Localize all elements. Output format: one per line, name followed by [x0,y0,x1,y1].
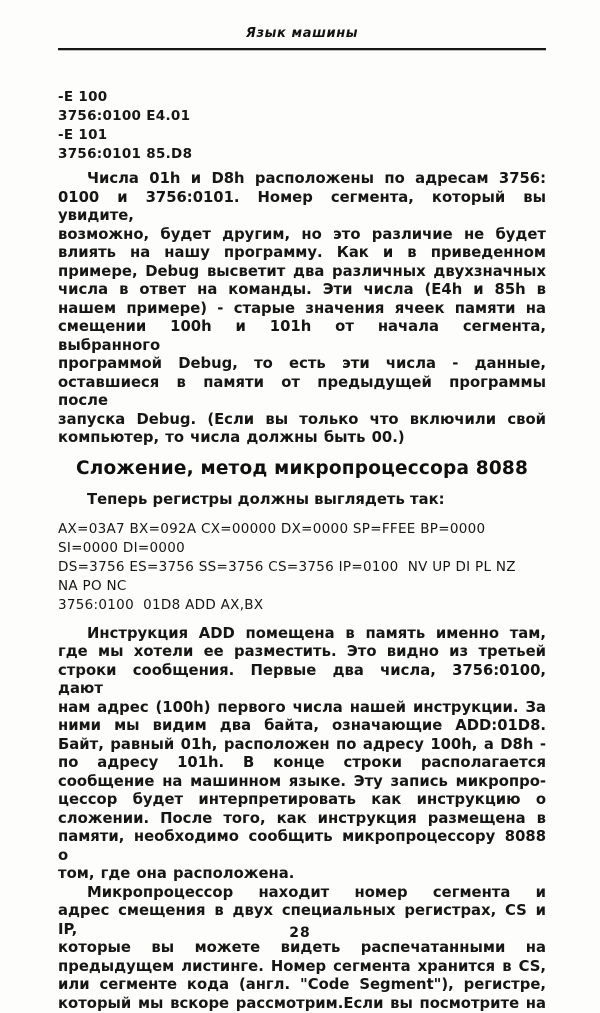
debug-session-listing [58,88,546,164]
text-line: памяти, необходимо сообщить микропроцессору 8088 о [58,828,546,865]
text-line: 3756:0101 85.D8 [58,145,546,164]
page-number: 28 [0,925,600,941]
paragraph-memory-values [58,170,546,448]
paragraph-add-instruction [58,625,546,884]
header-rule [58,48,546,50]
text-line: DS=3756 ES=3756 SS=3756 CS=3756 IP=0100 NV UP DI PL NZ [58,558,546,577]
text-line: примере, Debug высветит два различных двухзначных [58,263,546,282]
text-line: ними мы видим два байта, означающие ADD:01D8. [58,717,546,736]
running-header [58,26,546,41]
text-line: запуска Debug. (Если вы только что включили свой [58,411,546,430]
text-line: 0100 и 3756:0101. Номер сегмента, который вы увидите, [58,189,546,226]
text-line: NA PO NC [58,577,546,596]
paragraph-cs-ip-registers [58,884,546,1013]
text-line: строки сообщения. Первые два числа, 3756:0100, дают [58,662,546,699]
text-line: цессор будет интерпретировать как инструкцию о [58,791,546,810]
text-line: -E 100 [58,88,546,107]
text-line: сложении. После того, как инструкция размещена в [58,810,546,829]
text-line: которые вы можете видеть распечатанными на [58,939,546,958]
text-line: -E 101 [58,126,546,145]
text-line: предыдущем листинге. Номер сегмента хранится в CS, [58,958,546,977]
text-line: влиять на нашу программу. Как и в приведенном [58,244,546,263]
text-line: возможно, будет другим, но это различие не будет [58,226,546,245]
text-line: SI=0000 DI=0000 [58,539,546,558]
text-line: адрес смещения в двух специальных регистрах, CS и IP, [58,902,546,939]
text-line: 3756:0100 01D8 ADD AX,BX [58,596,546,615]
text-line: где мы хотели ее разместить. Это видно из третьей [58,643,546,662]
registers-intro-line: Теперь регистры должны выглядеть так: [58,491,546,508]
text-line: или сегменте кода (англ. "Code Segment"), регистре, [58,976,546,995]
section-heading: Сложение, метод микропроцессора 8088 [58,457,546,480]
text-line: оставшиеся в памяти от предыдущей программы после [58,374,546,411]
text-line: AX=03A7 BX=092A CX=00000 DX=0000 SP=FFEE BP=0000 [58,520,546,539]
text-line: смещении 100h и 101h от начала сегмента, выбранного [58,318,546,355]
text-line: том, где она расположена. [58,865,546,884]
text-line: нам адрес (100h) первого числа нашей инструкции. За [58,699,546,718]
text-line: программой Debug, то есть эти числа - данные, [58,355,546,374]
text-line: компьютер, то числа должны быть 00.) [58,429,546,448]
register-dump-listing [58,520,546,615]
text-line: нашем примере) - старые значения ячеек памяти на [58,300,546,319]
text-line: 3756:0100 E4.01 [58,107,546,126]
text-line: числа в ответ на команды. Эти числа (E4h и 85h в [58,281,546,300]
text-line: по адресу 101h. В конце строки располагается [58,754,546,773]
text-line: сообщение на машинном языке. Эту запись микропро- [58,773,546,792]
text-line: Числа 01h и D8h расположены по адресам 3756: [58,170,546,189]
text-line: Микропроцессор находит номер сегмента и [58,884,546,903]
text-line: Байт, равный 01h, расположен по адресу 100h, а D8h - [58,736,546,755]
text-line: который мы вскоре рассмотрим.Если вы посмотрите на [58,995,546,1013]
running-header-title: Язык машины [246,26,358,41]
text-line: Инструкция ADD помещена в память именно там, [58,625,546,644]
